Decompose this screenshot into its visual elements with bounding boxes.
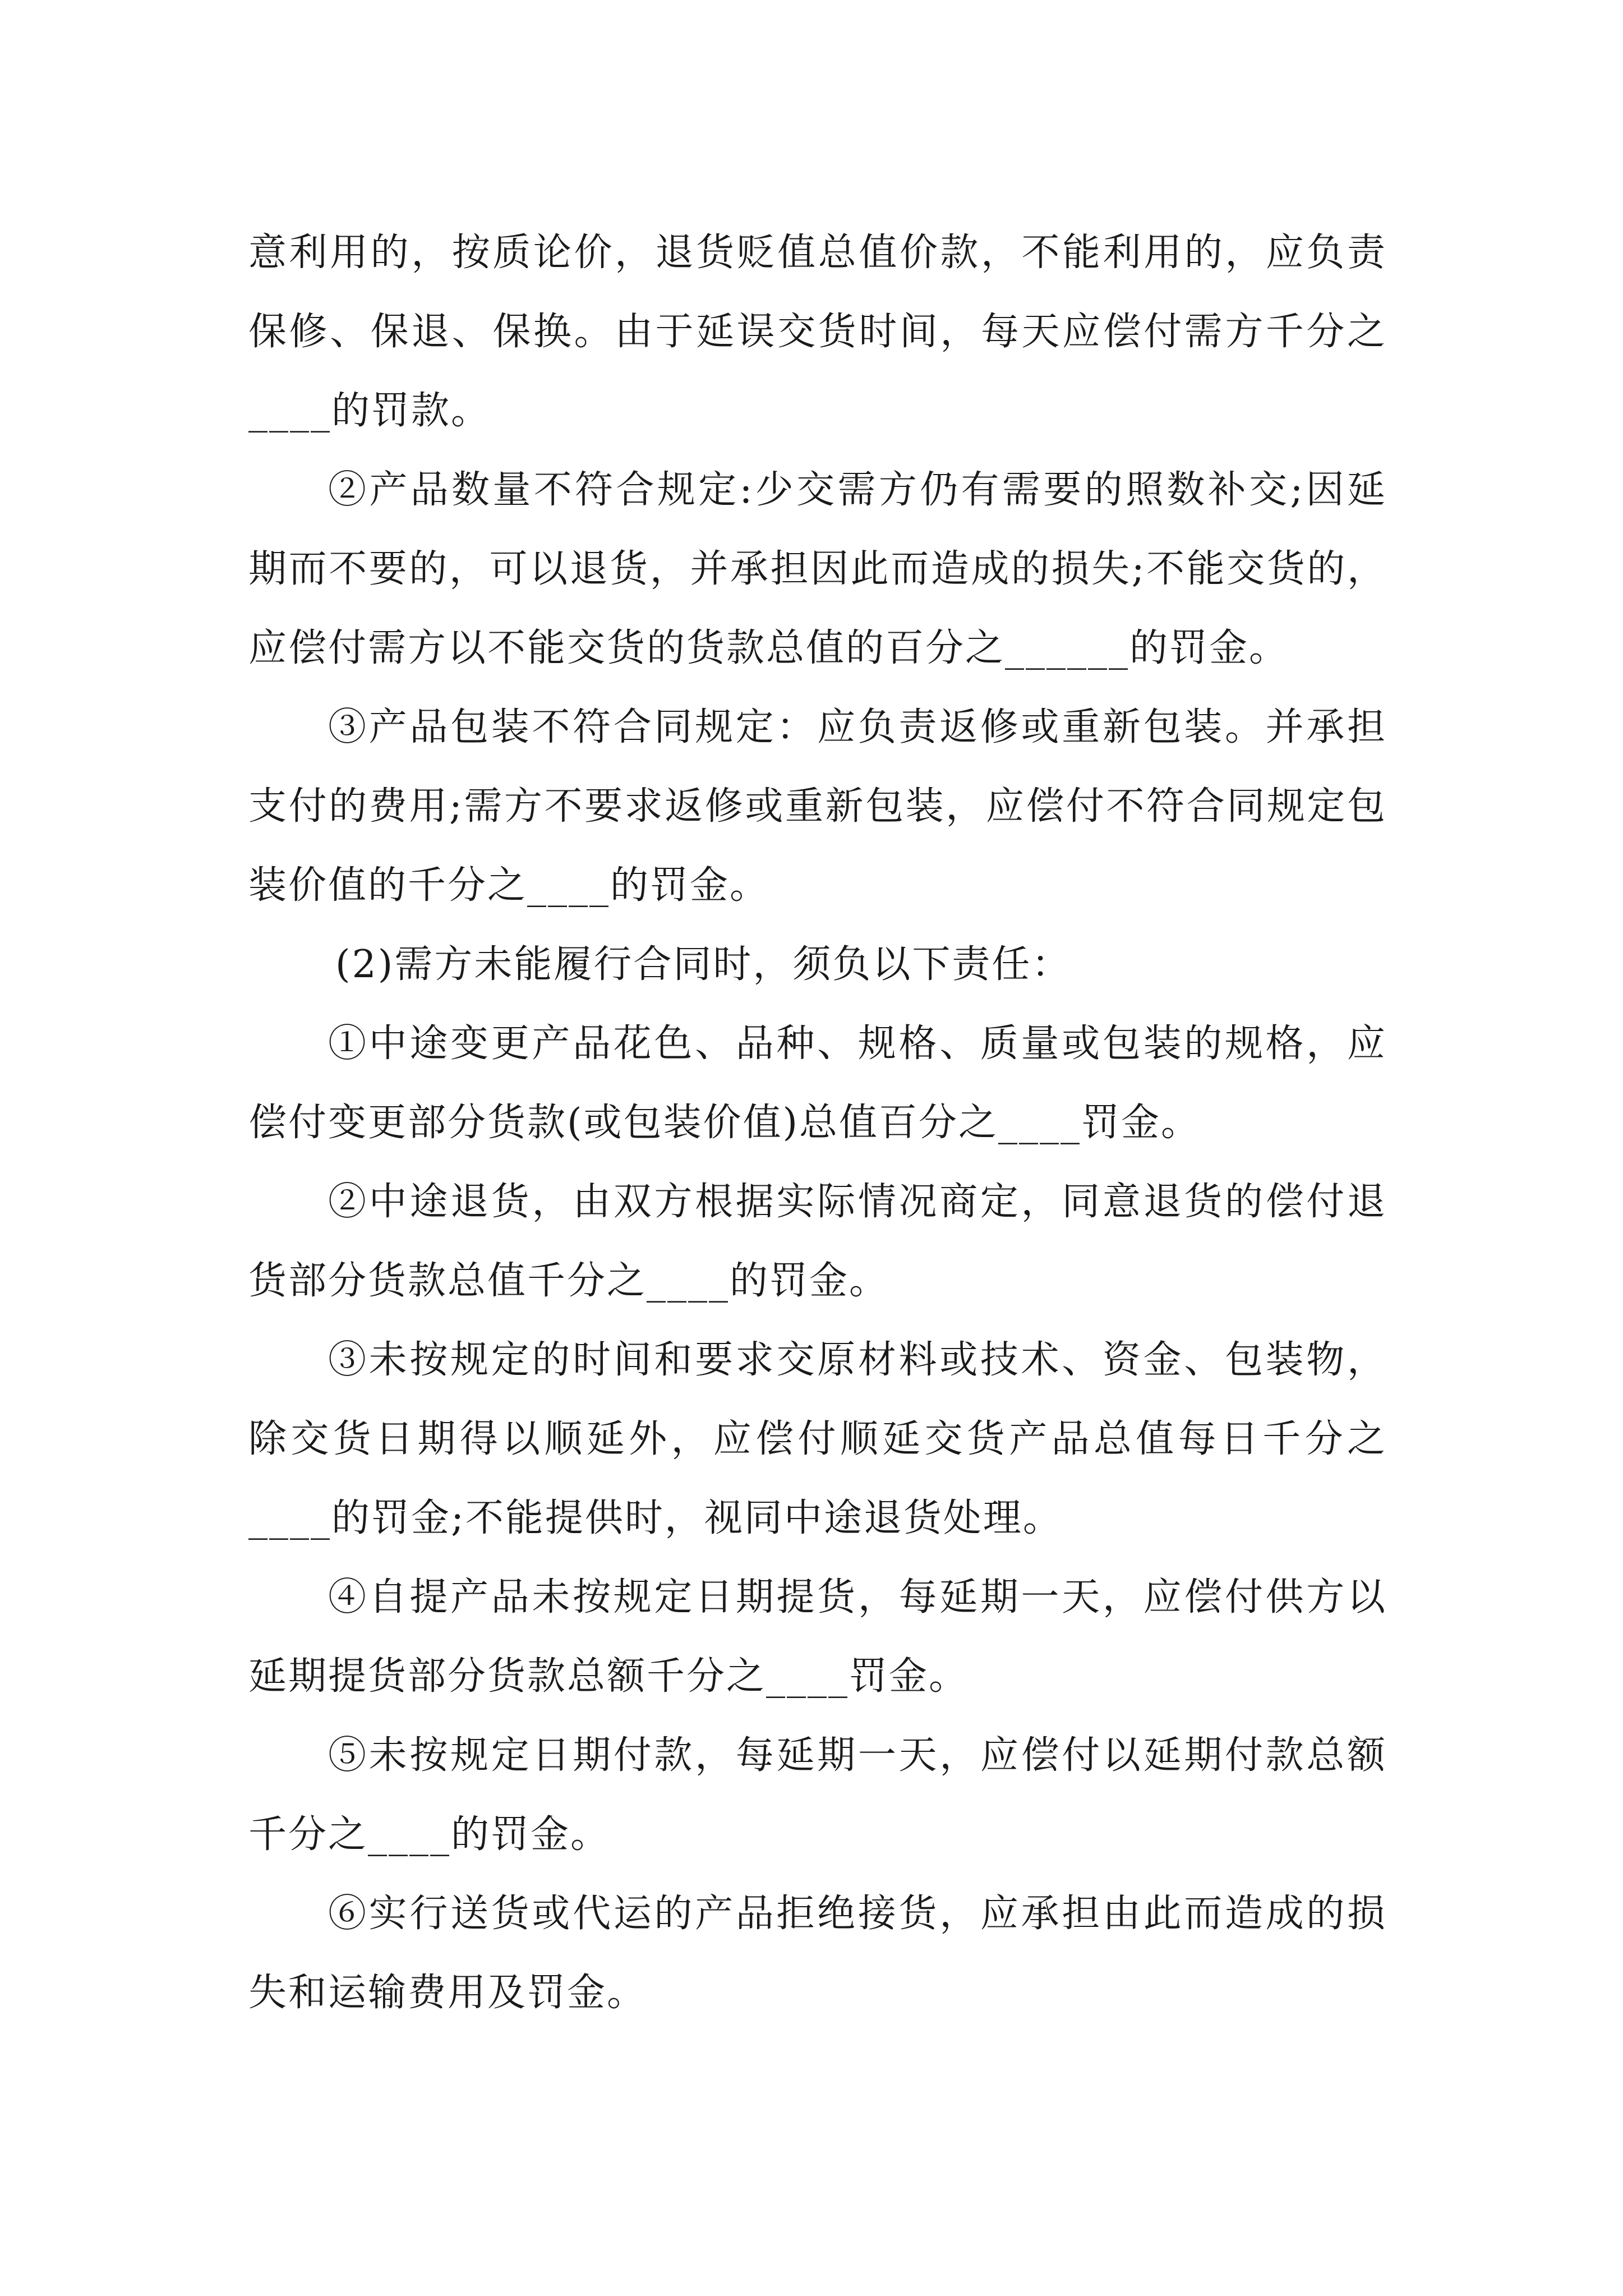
clause-3-materials: ③未按规定的时间和要求交原材料或技术、资金、包装物，除交货日期得以顺延外，应偿付顺延交货产品总值每日千分之____的罚金;不能提供时，视同中途退货处理。 <box>248 1338 1387 1540</box>
document-body <box>248 213 1387 2032</box>
clause-3-packaging: ③产品包装不符合同规定：应负责返修或重新包装。并承担支付的费用;需方不要求返修或重新包装，应偿付不符合同规定包装价值的千分之____的罚金。 <box>248 705 1387 908</box>
clause-4-pickup: ④自提产品未按规定日期提货，每延期一天，应偿付供方以延期提货部分货款总额千分之____罚金。 <box>248 1575 1387 1699</box>
clause-2-return: ②中途退货，由双方根据实际情况商定，同意退货的偿付退货部分货款总值千分之____的罚金。 <box>248 1180 1387 1303</box>
clause-6-refusal: ⑥实行送货或代运的产品拒绝接货，应承担由此而造成的损失和运输费用及罚金。 <box>248 1892 1387 2015</box>
section-buyer-liability-heading: (2)需方未能履行合同时，须负以下责任： <box>335 942 1072 987</box>
clause-1-change: ①中途变更产品花色、品种、规格、质量或包装的规格，应偿付变更部分货款(或包装价值)总值百分之____罚金。 <box>248 1022 1387 1145</box>
paragraph-continuation: 意利用的，按质论价，退货贬值总值价款，不能利用的，应负责保修、保退、保换。由于延误交货时间，每天应偿付需方千分之____的罚款。 <box>248 231 1387 433</box>
clause-2-quantity: ②产品数量不符合规定:少交需方仍有需要的照数补交;因延期而不要的，可以退货，并承担因此而造成的损失;不能交货的，应偿付需方以不能交货的货款总值的百分之______的罚金。 <box>248 468 1387 670</box>
clause-5-payment: ⑤未按规定日期付款，每延期一天，应偿付以延期付款总额千分之____的罚金。 <box>248 1733 1387 1857</box>
